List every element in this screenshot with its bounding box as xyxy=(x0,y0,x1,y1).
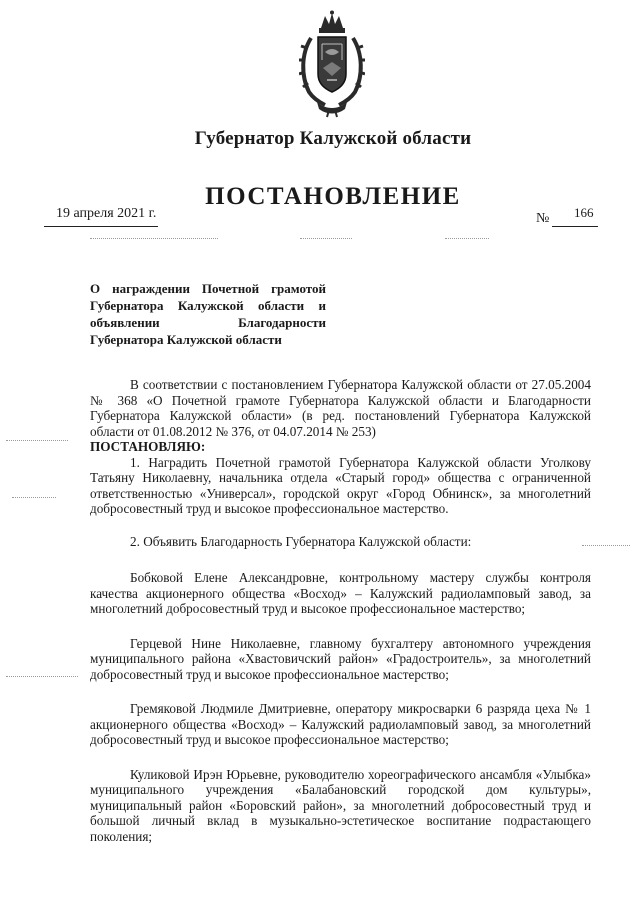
coat-of-arms-icon xyxy=(299,10,365,118)
awardee-paragraph: Бобковой Елене Александровне, контрольному мастеру службы контроля качества акционерного общества «Восход» – Калужский радиоламповый завод, за многолетний добросовестный труд и высокое профессиональное мастерство; xyxy=(90,570,591,616)
preamble-paragraph: В соответствии с постановлением Губернатора Калужской области от 27.05.2004 № 368 «О Почетной грамоте Губернатора Калужской области и Благодарности Губернатора Калужской области» (в ред. постановлений Губернатора Калужской области от 01.08.2012 № 376, от 04.07.2014 № 253) xyxy=(90,377,591,439)
decree-body xyxy=(90,377,591,844)
document-type-title: ПОСТАНОВЛЕНИЕ xyxy=(205,183,461,210)
item-1-paragraph: 1. Наградить Почетной грамотой Губернатора Калужской области Уголкову Татьяну Николаевну, начальника отдела «Старый город» общества с ограниченной ответственностью «Универсал», городской округ «Город Обнинск», за многолетний добросовестный труд и высокое профессиональное мастерство. xyxy=(90,454,591,516)
scan-artifact-line xyxy=(6,676,78,678)
scan-artifact-line xyxy=(12,497,56,499)
item-2-paragraph: 2. Объявить Благодарность Губернатора Калужской области: xyxy=(130,533,472,549)
awardee-paragraph: Куликовой Ирэн Юрьевне, руководителю хореографического ансамбля «Улыбка» муниципального учреждения «Балабановский городской дом культуры», муниципальный район «Боровский район», за многолетний добросовестный труд и большой личный вклад в музыкально-эстетическое воспитание подрастающего поколения; xyxy=(90,766,591,844)
awardee-paragraph: Гремяковой Людмиле Дмитриевне, оператору микросварки 6 разряда цеха № 1 акционерного общества «Восход» – Калужский радиоламповый завод, за многолетний добросовестный труд и высокое профессиональное мастерство; xyxy=(90,701,591,747)
decree-word: ПОСТАНОВЛЯЮ: xyxy=(90,439,206,454)
scan-artifact-line xyxy=(6,440,68,442)
number-sign: № xyxy=(536,211,550,226)
decree-subject: О награждении Почетной грамотой Губернатора Калужской области и объявлении Благодарности Губернатора Калужской области xyxy=(90,281,326,347)
number-underline xyxy=(552,226,598,227)
scan-artifact-line xyxy=(90,238,218,240)
issuer-title: Губернатор Калужской области xyxy=(194,128,472,149)
document-number: 166 xyxy=(574,205,594,220)
awardee-paragraph: Герцевой Нине Николаевне, главному бухгалтеру автономного учреждения муниципального района «Хвастовичский район» «Градостроитель», за многолетний добросовестный труд и высокое профессиональное мастерство; xyxy=(90,635,591,682)
date-underline xyxy=(44,226,158,227)
scan-artifact-line xyxy=(300,238,352,240)
document-date: 19 апреля 2021 г. xyxy=(56,206,157,221)
scan-artifact-line xyxy=(445,238,489,240)
